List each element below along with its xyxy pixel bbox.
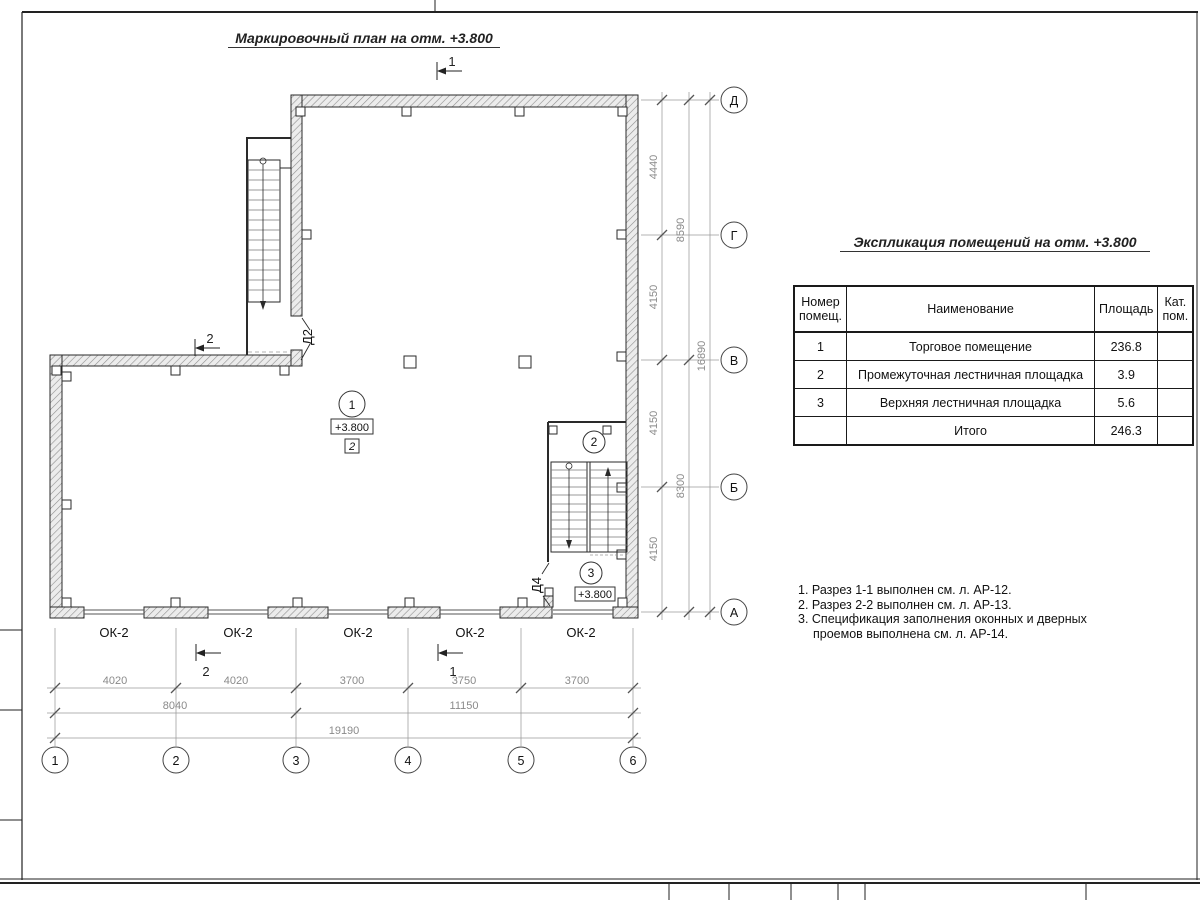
wall-top	[291, 95, 638, 107]
category-label: 2	[348, 441, 356, 453]
dim-label: 4020	[223, 675, 249, 687]
cell-category	[1158, 332, 1193, 361]
table-row	[794, 389, 1193, 417]
door-label-d4: Д4	[529, 576, 544, 594]
stairwell-lower	[542, 422, 627, 606]
wall-pier	[144, 607, 208, 618]
section-mark-2-bottom	[196, 644, 221, 679]
col-header-area: Площадь	[1095, 286, 1158, 332]
dim-label: 4150	[648, 284, 660, 310]
axis-letter: Б	[729, 481, 739, 495]
col-header-number: Номер помещ.	[794, 286, 847, 332]
section-mark-1-top	[437, 54, 462, 80]
table-row	[794, 361, 1193, 389]
axis-bubbles	[42, 87, 747, 773]
axis-letter: В	[729, 354, 739, 368]
door-label-d2: Д2	[300, 328, 315, 346]
col-header-name: Наименование	[847, 286, 1095, 332]
cell-category	[1158, 389, 1193, 417]
wall-pier	[268, 607, 328, 618]
cell-area: 236.8	[1095, 332, 1158, 361]
dim-label: 3750	[451, 675, 477, 687]
door-jamb	[544, 596, 553, 607]
walls	[50, 95, 638, 618]
door-labels	[300, 329, 544, 593]
note-line: 2. Разрез 2-2 выполнен см. л. АР-13.	[798, 597, 1012, 612]
axis-letter: Г	[730, 229, 738, 243]
cell-category	[1158, 361, 1193, 389]
dim-label: 4440	[648, 154, 660, 180]
elevation-label: +3.800	[335, 422, 369, 434]
note-line: 1. Разрез 1-1 выполнен см. л. АР-12.	[798, 583, 1012, 597]
svg-text:1: 1	[449, 664, 457, 679]
window-label: ОК-2	[223, 625, 253, 640]
axis-number: 3	[292, 754, 300, 768]
section-mark-2-mid	[195, 331, 220, 356]
cell-name: Промежуточная лестничная площадка	[847, 361, 1095, 389]
wall-extension-top	[50, 355, 291, 366]
total-label: Итого	[847, 417, 1095, 446]
window-label: ОК-2	[343, 625, 373, 640]
stair-down-arrow	[260, 301, 266, 310]
wall-pier	[500, 607, 552, 618]
dimension-lines	[47, 92, 719, 746]
table-row	[794, 332, 1193, 361]
dim-label: 3700	[339, 675, 365, 687]
svg-text:2: 2	[206, 331, 214, 346]
dim-label: 8300	[675, 473, 687, 499]
room-schedule-table	[793, 285, 1194, 446]
wall-pier	[388, 607, 440, 618]
axis-letter: А	[729, 606, 739, 620]
door-leaf-d4	[542, 563, 549, 574]
dim-label: 16890	[696, 340, 708, 372]
wall-axis3-stub	[291, 350, 302, 366]
window-ok2	[553, 610, 613, 614]
cell-area: 5.6	[1095, 389, 1158, 417]
cell-number: 2	[794, 361, 847, 389]
total-value: 246.3	[1095, 417, 1158, 446]
cell-area: 3.9	[1095, 361, 1158, 389]
cell-number: 3	[794, 389, 847, 417]
dimension-labels	[103, 155, 708, 737]
room-number: 1	[348, 398, 356, 412]
note-line: 3. Спецификация заполнения оконных и дверных	[798, 612, 1087, 626]
dim-label: 19190	[328, 725, 360, 737]
window-label: ОК-2	[566, 625, 596, 640]
svg-text:1: 1	[448, 54, 456, 69]
col-header-category: Кат. пом.	[1158, 286, 1193, 332]
note-line: проемов выполнена см. л. АР-14.	[813, 626, 1009, 641]
dim-label: 8040	[162, 700, 188, 712]
title-block-stubs	[669, 883, 1086, 900]
wall-left	[50, 355, 62, 618]
dim-label: 3700	[564, 675, 590, 687]
room-number: 2	[590, 435, 598, 449]
axis-number: 6	[629, 754, 637, 768]
room-number: 3	[587, 566, 595, 580]
room-schedule-title: Экспликация помещений на отм. +3.800	[840, 234, 1150, 252]
cell-name: Верхняя лестничная площадка	[847, 389, 1095, 417]
dim-label: 8590	[675, 217, 687, 243]
notes-list	[798, 583, 1087, 641]
window-ok2	[84, 610, 144, 614]
axis-letter: Д	[729, 94, 739, 108]
column	[519, 356, 531, 368]
cell-name: Торговое помещение	[847, 332, 1095, 361]
window-ok2	[440, 610, 500, 614]
wall-pier	[613, 607, 638, 618]
axis-number: 2	[172, 754, 180, 768]
axis-number: 4	[404, 754, 412, 768]
dim-label: 4150	[648, 410, 660, 436]
plan-title: Маркировочный план на отм. +3.800	[228, 30, 500, 48]
window-label: ОК-2	[99, 625, 129, 640]
door-leaf-d2	[302, 318, 310, 330]
cell-number: 1	[794, 332, 847, 361]
wall-right	[626, 95, 638, 618]
axis-number: 5	[517, 754, 525, 768]
window-label: ОК-2	[455, 625, 485, 640]
dim-label: 4150	[648, 536, 660, 562]
svg-text:2: 2	[202, 664, 210, 679]
section-mark-1-bottom	[438, 644, 463, 679]
window-ok2	[328, 610, 388, 614]
dim-label: 11150	[449, 700, 479, 712]
window-ok2	[208, 610, 268, 614]
axis-number: 1	[51, 754, 59, 768]
dim-label: 4020	[102, 675, 128, 687]
column	[404, 356, 416, 368]
stair-up-arrow	[605, 467, 611, 476]
room-schedule	[793, 285, 1194, 446]
table-total-row	[794, 417, 1193, 446]
stair-down-arrow	[566, 540, 572, 549]
room-marker-text	[335, 398, 612, 601]
elevation-label: +3.800	[578, 589, 612, 601]
dimension-ticks	[50, 95, 715, 743]
wall-pier	[50, 607, 84, 618]
wall-axis3-upper	[291, 95, 302, 316]
